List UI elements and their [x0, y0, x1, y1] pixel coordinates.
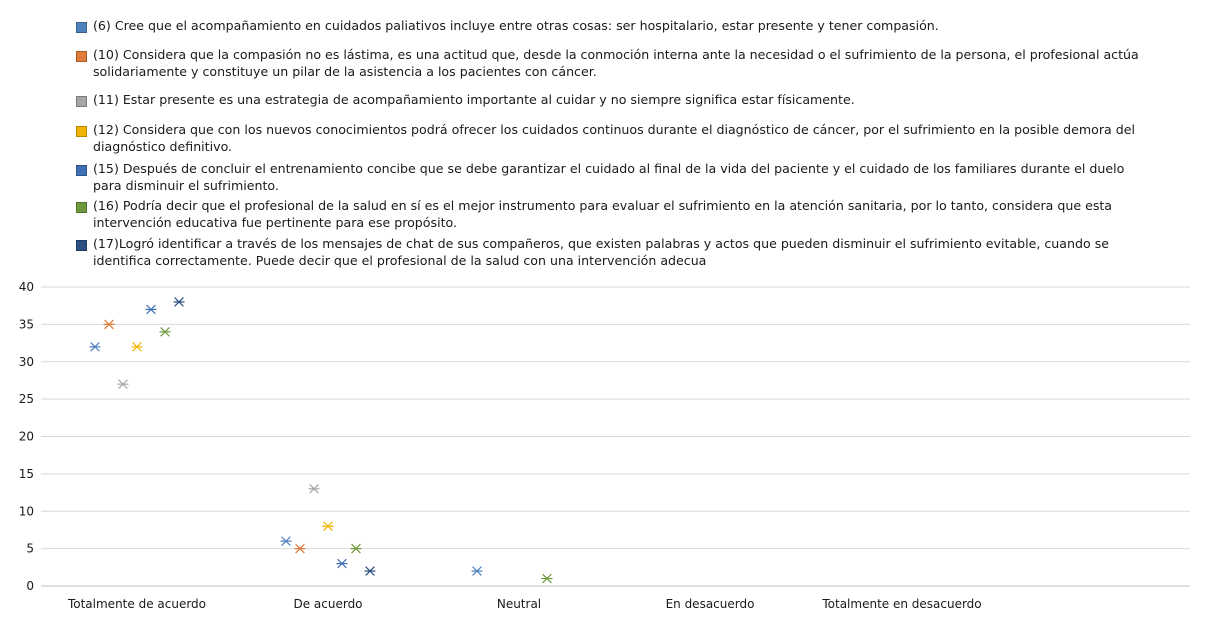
- data-point: [309, 484, 320, 493]
- x-axis: [67, 597, 982, 611]
- data-point: [472, 567, 483, 576]
- data-point: [160, 327, 171, 336]
- data-point: [174, 298, 185, 307]
- y-tick-label: 15: [18, 466, 34, 481]
- x-tick-label: Totalmente en desacuerdo: [822, 597, 982, 611]
- data-point: [90, 342, 101, 351]
- y-tick-label: 25: [18, 392, 34, 407]
- legend-label: (17)Logró identificar a través de los mensajes de chat de sus compañeros, que existen palabras y actos que pueden disminuir el sufrimiento evitable, cuando se identifica correctamente. Puede decir que el profesional de la salud con una intervención adecua: [93, 236, 1109, 268]
- y-tick-label: 40: [18, 280, 34, 294]
- data-point: [542, 574, 553, 583]
- y-tick-label: 35: [18, 317, 34, 332]
- data-point: [118, 380, 129, 389]
- legend-label: (16) Podría decir que el profesional de la salud en sí es el mejor instrumento para evaluar el sufrimiento en la atención sanitaria, por lo tanto, considera que esta intervención educativa fue pertinente para ese propósito.: [93, 198, 1113, 230]
- data-point: [146, 305, 157, 314]
- legend-label: (12) Considera que con los nuevos conocimientos podrá ofrecer los cuidados continuos durante el diagnóstico de cáncer, por el sufrimiento en la posible demora del diagnóstico definitivo.: [93, 122, 1135, 154]
- y-tick-label: 20: [18, 429, 34, 444]
- data-point: [132, 342, 143, 351]
- data-point: [337, 559, 348, 568]
- legend-label: (6) Cree que el acompañamiento en cuidados paliativos incluye entre otras cosas: ser hospitalario, estar presente y tener compasión.: [93, 18, 939, 33]
- y-axis: [19, 280, 34, 593]
- y-tick-label: 5: [26, 541, 34, 556]
- data-point: [351, 544, 362, 553]
- x-tick-label: Neutral: [496, 597, 542, 611]
- legend-label: (15) Después de concluir el entrenamiento concibe que se debe garantizar el cuidado al final de la vida del paciente y el cuidado de los familiares durante el duelo para disminuir el sufrimiento.: [93, 161, 1125, 193]
- grid-lines: [41, 287, 1190, 586]
- x-tick-label: De acuerdo: [293, 597, 363, 611]
- data-point: [281, 537, 292, 546]
- y-tick-label: 0: [26, 579, 34, 593]
- data-point: [295, 544, 306, 553]
- y-tick-label: 30: [18, 354, 34, 369]
- x-tick-label: Totalmente de acuerdo: [67, 597, 207, 611]
- legend-label: (11) Estar presente es una estrategia de acompañamiento importante al cuidar y no siempre significa estar físicamente.: [93, 92, 855, 107]
- x-tick-label: En desacuerdo: [665, 597, 755, 611]
- data-point: [365, 567, 376, 576]
- data-points: [90, 298, 553, 583]
- data-point: [323, 522, 334, 531]
- y-tick-label: 10: [18, 504, 34, 519]
- legend-label: (10) Considera que la compasión no es lástima, es una actitud que, desde la conmoción interna ante la necesidad o el sufrimiento de la persona, el profesional actúa solidariamente y constituye un pilar de la asistencia a los pacientes con cáncer.: [93, 47, 1139, 79]
- data-point: [104, 320, 115, 329]
